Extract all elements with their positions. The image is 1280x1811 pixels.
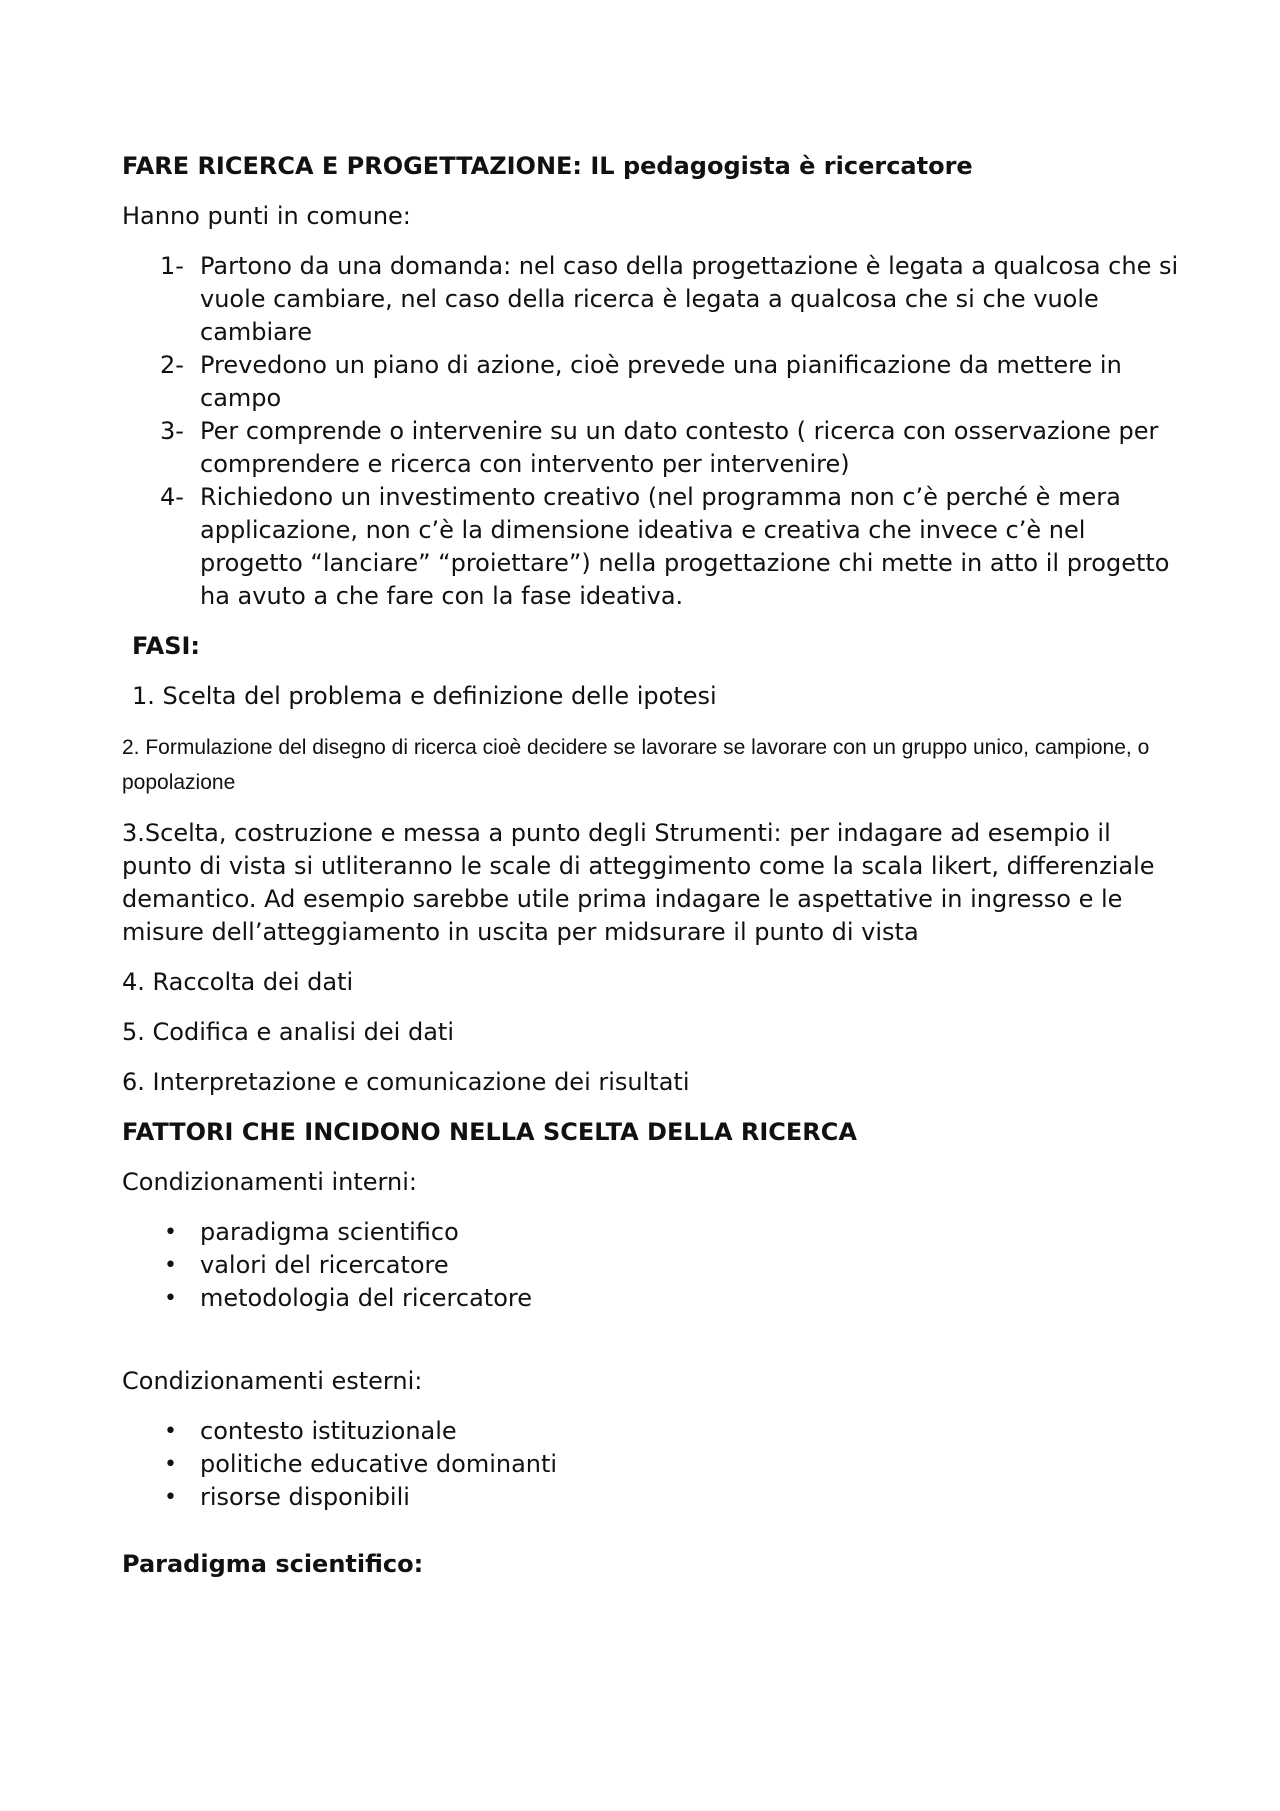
spacer xyxy=(122,1514,1182,1548)
list-number: 2- xyxy=(160,351,184,379)
list-item-text: Per comprende o intervenire su un dato contesto ( ricerca con osservazione per comprendere e ricerca con intervento per intervenire) xyxy=(200,417,1159,478)
bullet-icon: • xyxy=(164,1419,177,1444)
list-item-text: politiche educative dominanti xyxy=(200,1450,558,1478)
list-item-text: metodologia del ricercatore xyxy=(200,1284,532,1312)
list-item xyxy=(122,481,1182,613)
document-page xyxy=(122,150,1182,1581)
fasi-heading: FASI: xyxy=(132,632,201,660)
list-item-text: risorse disponibili xyxy=(200,1483,410,1511)
spacer xyxy=(122,1315,1182,1365)
bullet-icon: • xyxy=(164,1220,177,1245)
fase-step-6: 6. Interpretazione e comunicazione dei risultati xyxy=(122,1068,690,1096)
list-item-text: contesto istituzionale xyxy=(200,1417,457,1445)
common-points-list xyxy=(122,250,1182,613)
list-item-text: Richiedono un investimento creativo (nel programma non c’è perché è mera applicazione, non c’è la dimensione ideativa e creativa che invece c’è nel progetto “lanciare” “proiettare”) nella progettazione chi mette in atto il progetto ha avuto a che fare con la fase ideativa. xyxy=(200,483,1170,610)
fase-step-1: 1. Scelta del problema e definizione delle ipotesi xyxy=(132,682,717,710)
list-item-text: Prevedono un piano di azione, cioè prevede una pianificazione da mettere in campo xyxy=(200,351,1122,412)
list-number: 3- xyxy=(160,417,184,445)
intro-text: Hanno punti in comune: xyxy=(122,202,411,230)
list-item xyxy=(122,1448,1182,1481)
document-title: FARE RICERCA E PROGETTAZIONE: IL pedagogista è ricercatore xyxy=(122,152,973,180)
list-item-text: paradigma scientifico xyxy=(200,1218,459,1246)
list-item xyxy=(122,1415,1182,1448)
list-number: 1- xyxy=(160,252,184,280)
list-item xyxy=(122,1249,1182,1282)
list-item-text: Partono da una domanda: nel caso della progettazione è legata a qualcosa che si vuole cambiare, nel caso della ricerca è legata a qualcosa che si che vuole cambiare xyxy=(200,252,1179,346)
paradigma-heading: Paradigma scientifico: xyxy=(122,1550,424,1578)
list-item xyxy=(122,349,1182,415)
fase-step-2: 2. Formulazione del disegno di ricerca cioè decidere se lavorare se lavorare con un gruppo unico, campione, o popolazione xyxy=(122,736,1150,794)
bullet-icon: • xyxy=(164,1253,177,1278)
fase-step-3: 3.Scelta, costruzione e messa a punto degli Strumenti: per indagare ad esempio il punto di vista si utliteranno le scale di atteggimento come la scala likert, differenziale demantico. Ad esempio sarebbe utile prima indagare le aspettative in ingresso e le misure dell’atteggiamento in uscita per midsurare il punto di vista xyxy=(122,819,1155,946)
esterni-label: Condizionamenti esterni: xyxy=(122,1367,423,1395)
list-item-text: valori del ricercatore xyxy=(200,1251,449,1279)
list-item xyxy=(122,1216,1182,1249)
list-item xyxy=(122,1481,1182,1514)
fattori-heading: FATTORI CHE INCIDONO NELLA SCELTA DELLA RICERCA xyxy=(122,1118,857,1146)
interni-label: Condizionamenti interni: xyxy=(122,1168,417,1196)
fase-step-4: 4. Raccolta dei dati xyxy=(122,968,354,996)
list-item xyxy=(122,1282,1182,1315)
fase-step-5: 5. Codifica e analisi dei dati xyxy=(122,1018,454,1046)
interni-list xyxy=(122,1216,1182,1315)
bullet-icon: • xyxy=(164,1452,177,1477)
list-item xyxy=(122,415,1182,481)
bullet-icon: • xyxy=(164,1485,177,1510)
esterni-list xyxy=(122,1415,1182,1514)
list-item xyxy=(122,250,1182,349)
bullet-icon: • xyxy=(164,1286,177,1311)
list-number: 4- xyxy=(160,483,184,511)
